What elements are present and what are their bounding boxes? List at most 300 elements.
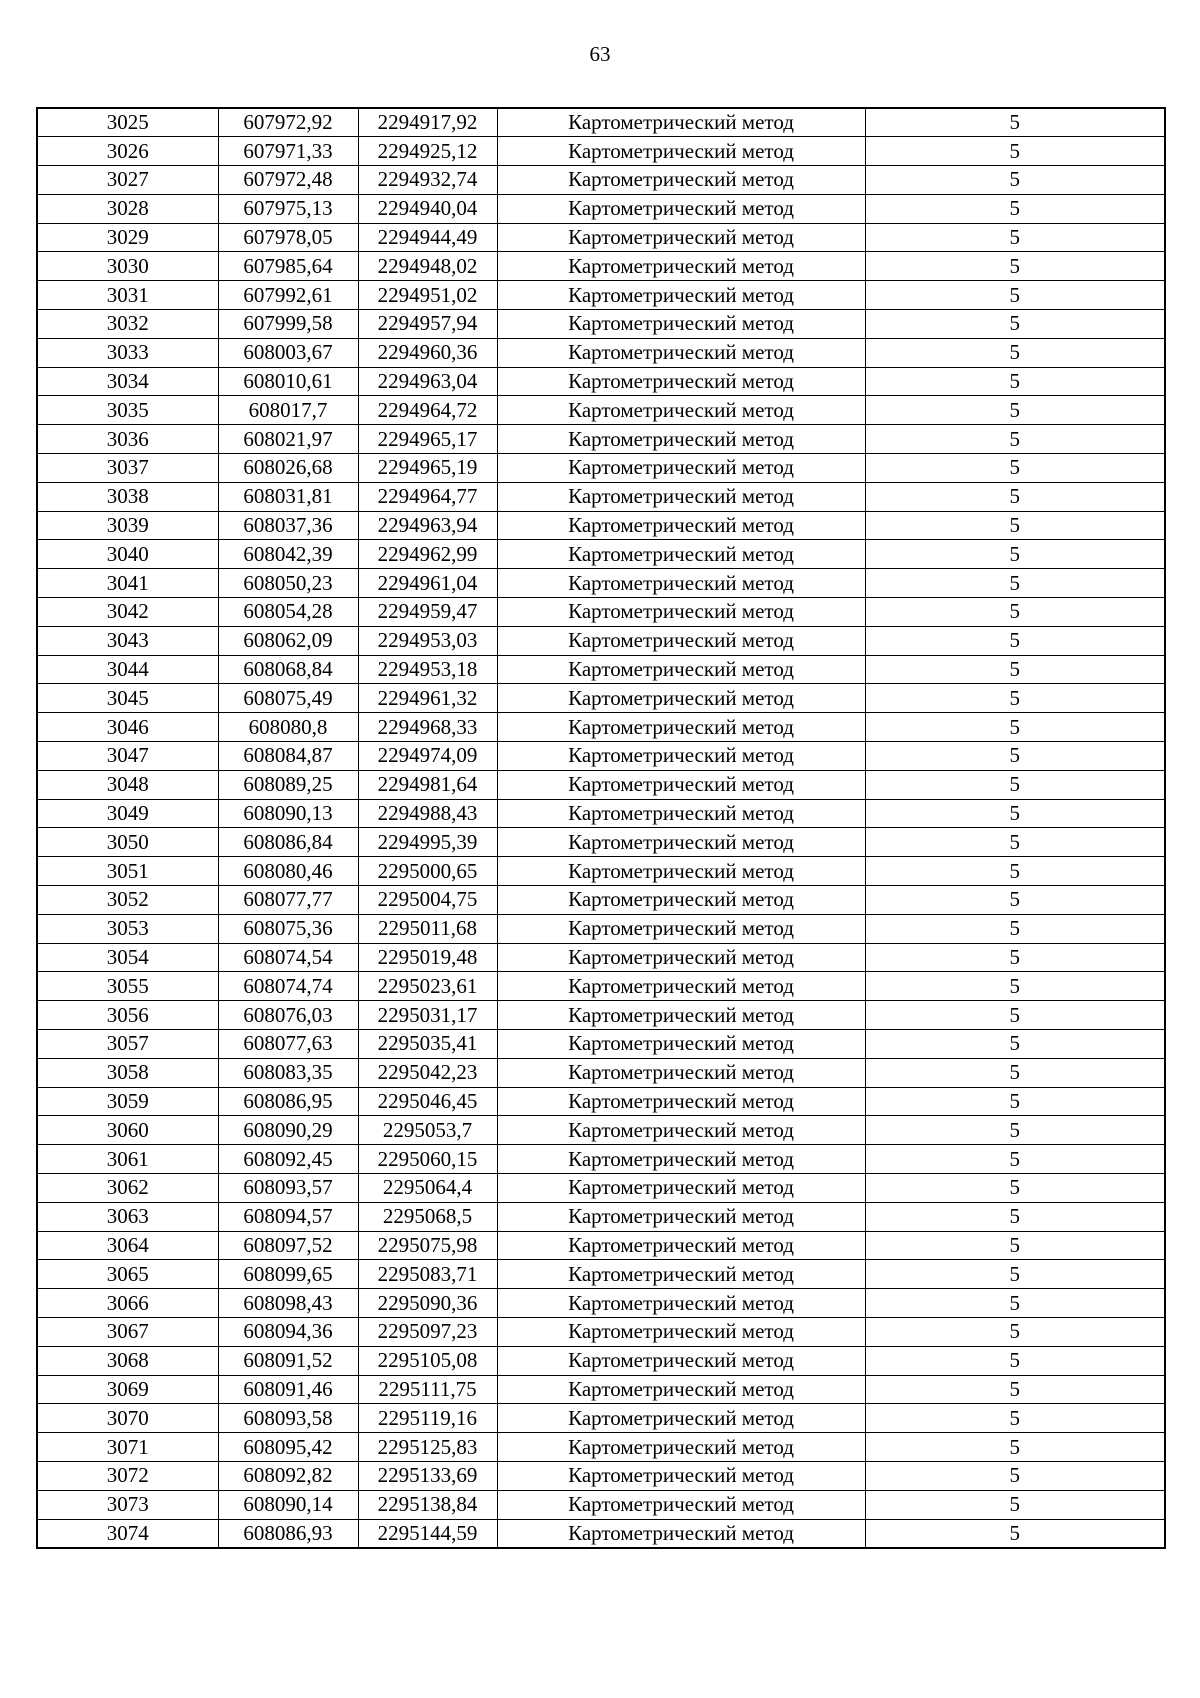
accuracy-cell: 5 xyxy=(865,684,1165,713)
y-coordinate-cell: 2294953,18 xyxy=(358,655,497,684)
method-cell: Картометрический метод xyxy=(497,1202,865,1231)
x-coordinate-cell: 608054,28 xyxy=(218,598,358,627)
x-coordinate-cell: 608017,7 xyxy=(218,396,358,425)
method-cell: Картометрический метод xyxy=(497,1375,865,1404)
accuracy-cell: 5 xyxy=(865,310,1165,339)
method-cell: Картометрический метод xyxy=(497,396,865,425)
table-row xyxy=(37,396,1165,425)
x-coordinate-cell: 608042,39 xyxy=(218,540,358,569)
y-coordinate-cell: 2294974,09 xyxy=(358,742,497,771)
x-coordinate-cell: 608084,87 xyxy=(218,742,358,771)
point-number-cell: 3045 xyxy=(37,684,218,713)
method-cell: Картометрический метод xyxy=(497,338,865,367)
accuracy-cell: 5 xyxy=(865,655,1165,684)
x-coordinate-cell: 607992,61 xyxy=(218,281,358,310)
y-coordinate-cell: 2295053,7 xyxy=(358,1116,497,1145)
x-coordinate-cell: 608031,81 xyxy=(218,482,358,511)
point-number-cell: 3031 xyxy=(37,281,218,310)
x-coordinate-cell: 607972,92 xyxy=(218,108,358,137)
table-row xyxy=(37,770,1165,799)
point-number-cell: 3067 xyxy=(37,1317,218,1346)
method-cell: Картометрический метод xyxy=(497,223,865,252)
x-coordinate-cell: 608080,8 xyxy=(218,713,358,742)
accuracy-cell: 5 xyxy=(865,742,1165,771)
x-coordinate-cell: 608003,67 xyxy=(218,338,358,367)
point-number-cell: 3040 xyxy=(37,540,218,569)
table-row xyxy=(37,1202,1165,1231)
point-number-cell: 3025 xyxy=(37,108,218,137)
method-cell: Картометрический метод xyxy=(497,828,865,857)
x-coordinate-cell: 608097,52 xyxy=(218,1231,358,1260)
table-row xyxy=(37,194,1165,223)
x-coordinate-cell: 608062,09 xyxy=(218,626,358,655)
method-cell: Картометрический метод xyxy=(497,799,865,828)
accuracy-cell: 5 xyxy=(865,223,1165,252)
point-number-cell: 3065 xyxy=(37,1260,218,1289)
x-coordinate-cell: 608091,46 xyxy=(218,1375,358,1404)
method-cell: Картометрический метод xyxy=(497,1030,865,1059)
table-row xyxy=(37,1231,1165,1260)
point-number-cell: 3035 xyxy=(37,396,218,425)
accuracy-cell: 5 xyxy=(865,799,1165,828)
method-cell: Картометрический метод xyxy=(497,684,865,713)
method-cell: Картометрический метод xyxy=(497,540,865,569)
point-number-cell: 3073 xyxy=(37,1490,218,1519)
table-row xyxy=(37,1490,1165,1519)
point-number-cell: 3063 xyxy=(37,1202,218,1231)
y-coordinate-cell: 2294932,74 xyxy=(358,166,497,195)
method-cell: Картометрический метод xyxy=(497,425,865,454)
x-coordinate-cell: 608086,84 xyxy=(218,828,358,857)
y-coordinate-cell: 2295133,69 xyxy=(358,1461,497,1490)
method-cell: Картометрический метод xyxy=(497,1346,865,1375)
accuracy-cell: 5 xyxy=(865,367,1165,396)
point-number-cell: 3038 xyxy=(37,482,218,511)
table-row xyxy=(37,425,1165,454)
x-coordinate-cell: 608075,49 xyxy=(218,684,358,713)
method-cell: Картометрический метод xyxy=(497,1087,865,1116)
point-number-cell: 3056 xyxy=(37,1001,218,1030)
y-coordinate-cell: 2295097,23 xyxy=(358,1317,497,1346)
accuracy-cell: 5 xyxy=(865,511,1165,540)
y-coordinate-cell: 2295019,48 xyxy=(358,943,497,972)
y-coordinate-cell: 2294944,49 xyxy=(358,223,497,252)
table-row xyxy=(37,1001,1165,1030)
accuracy-cell: 5 xyxy=(865,1346,1165,1375)
x-coordinate-cell: 608077,63 xyxy=(218,1030,358,1059)
accuracy-cell: 5 xyxy=(865,1231,1165,1260)
y-coordinate-cell: 2294963,04 xyxy=(358,367,497,396)
table-row xyxy=(37,1260,1165,1289)
point-number-cell: 3036 xyxy=(37,425,218,454)
x-coordinate-cell: 608089,25 xyxy=(218,770,358,799)
point-number-cell: 3054 xyxy=(37,943,218,972)
table-row xyxy=(37,1289,1165,1318)
accuracy-cell: 5 xyxy=(865,914,1165,943)
y-coordinate-cell: 2295000,65 xyxy=(358,857,497,886)
method-cell: Картометрический метод xyxy=(497,1260,865,1289)
accuracy-cell: 5 xyxy=(865,108,1165,137)
x-coordinate-cell: 608080,46 xyxy=(218,857,358,886)
point-number-cell: 3074 xyxy=(37,1519,218,1548)
method-cell: Картометрический метод xyxy=(497,482,865,511)
table-row xyxy=(37,713,1165,742)
table-row xyxy=(37,943,1165,972)
point-number-cell: 3042 xyxy=(37,598,218,627)
method-cell: Картометрический метод xyxy=(497,166,865,195)
x-coordinate-cell: 608075,36 xyxy=(218,914,358,943)
x-coordinate-cell: 608092,82 xyxy=(218,1461,358,1490)
y-coordinate-cell: 2295004,75 xyxy=(358,886,497,915)
point-number-cell: 3044 xyxy=(37,655,218,684)
x-coordinate-cell: 608093,57 xyxy=(218,1173,358,1202)
point-number-cell: 3050 xyxy=(37,828,218,857)
y-coordinate-cell: 2295083,71 xyxy=(358,1260,497,1289)
method-cell: Картометрический метод xyxy=(497,511,865,540)
accuracy-cell: 5 xyxy=(865,1202,1165,1231)
accuracy-cell: 5 xyxy=(865,1317,1165,1346)
x-coordinate-cell: 608086,95 xyxy=(218,1087,358,1116)
method-cell: Картометрический метод xyxy=(497,252,865,281)
point-number-cell: 3028 xyxy=(37,194,218,223)
point-number-cell: 3064 xyxy=(37,1231,218,1260)
point-number-cell: 3030 xyxy=(37,252,218,281)
table-row xyxy=(37,1433,1165,1462)
table-row xyxy=(37,1058,1165,1087)
table-row xyxy=(37,281,1165,310)
point-number-cell: 3049 xyxy=(37,799,218,828)
x-coordinate-cell: 607975,13 xyxy=(218,194,358,223)
accuracy-cell: 5 xyxy=(865,482,1165,511)
x-coordinate-cell: 608074,74 xyxy=(218,972,358,1001)
method-cell: Картометрический метод xyxy=(497,1404,865,1433)
y-coordinate-cell: 2295023,61 xyxy=(358,972,497,1001)
point-number-cell: 3072 xyxy=(37,1461,218,1490)
accuracy-cell: 5 xyxy=(865,1375,1165,1404)
table-row xyxy=(37,338,1165,367)
table-row xyxy=(37,886,1165,915)
accuracy-cell: 5 xyxy=(865,194,1165,223)
point-number-cell: 3033 xyxy=(37,338,218,367)
y-coordinate-cell: 2295090,36 xyxy=(358,1289,497,1318)
table-row xyxy=(37,742,1165,771)
method-cell: Картометрический метод xyxy=(497,367,865,396)
coordinates-table xyxy=(36,107,1166,1549)
x-coordinate-cell: 608083,35 xyxy=(218,1058,358,1087)
y-coordinate-cell: 2294940,04 xyxy=(358,194,497,223)
x-coordinate-cell: 608076,03 xyxy=(218,1001,358,1030)
accuracy-cell: 5 xyxy=(865,1433,1165,1462)
x-coordinate-cell: 608095,42 xyxy=(218,1433,358,1462)
y-coordinate-cell: 2294951,02 xyxy=(358,281,497,310)
point-number-cell: 3039 xyxy=(37,511,218,540)
accuracy-cell: 5 xyxy=(865,1116,1165,1145)
y-coordinate-cell: 2294963,94 xyxy=(358,511,497,540)
method-cell: Картометрический метод xyxy=(497,1058,865,1087)
accuracy-cell: 5 xyxy=(865,1145,1165,1174)
table-row xyxy=(37,540,1165,569)
point-number-cell: 3061 xyxy=(37,1145,218,1174)
method-cell: Картометрический метод xyxy=(497,943,865,972)
page-number: 63 xyxy=(589,42,611,66)
point-number-cell: 3046 xyxy=(37,713,218,742)
y-coordinate-cell: 2294953,03 xyxy=(358,626,497,655)
y-coordinate-cell: 2295060,15 xyxy=(358,1145,497,1174)
method-cell: Картометрический метод xyxy=(497,281,865,310)
method-cell: Картометрический метод xyxy=(497,742,865,771)
accuracy-cell: 5 xyxy=(865,454,1165,483)
accuracy-cell: 5 xyxy=(865,1260,1165,1289)
accuracy-cell: 5 xyxy=(865,713,1165,742)
x-coordinate-cell: 608098,43 xyxy=(218,1289,358,1318)
y-coordinate-cell: 2294995,39 xyxy=(358,828,497,857)
table-row xyxy=(37,137,1165,166)
accuracy-cell: 5 xyxy=(865,1058,1165,1087)
accuracy-cell: 5 xyxy=(865,598,1165,627)
table-row xyxy=(37,1461,1165,1490)
method-cell: Картометрический метод xyxy=(497,1173,865,1202)
point-number-cell: 3055 xyxy=(37,972,218,1001)
y-coordinate-cell: 2294964,72 xyxy=(358,396,497,425)
table-row xyxy=(37,828,1165,857)
table-row xyxy=(37,655,1165,684)
accuracy-cell: 5 xyxy=(865,338,1165,367)
accuracy-cell: 5 xyxy=(865,281,1165,310)
accuracy-cell: 5 xyxy=(865,1001,1165,1030)
y-coordinate-cell: 2295125,83 xyxy=(358,1433,497,1462)
accuracy-cell: 5 xyxy=(865,166,1165,195)
x-coordinate-cell: 607978,05 xyxy=(218,223,358,252)
y-coordinate-cell: 2294988,43 xyxy=(358,799,497,828)
x-coordinate-cell: 608090,14 xyxy=(218,1490,358,1519)
y-coordinate-cell: 2295035,41 xyxy=(358,1030,497,1059)
y-coordinate-cell: 2294917,92 xyxy=(358,108,497,137)
y-coordinate-cell: 2294960,36 xyxy=(358,338,497,367)
table-row xyxy=(37,684,1165,713)
table-row xyxy=(37,1116,1165,1145)
table-row xyxy=(37,1346,1165,1375)
x-coordinate-cell: 608090,29 xyxy=(218,1116,358,1145)
accuracy-cell: 5 xyxy=(865,857,1165,886)
table-row xyxy=(37,598,1165,627)
table-row xyxy=(37,1173,1165,1202)
accuracy-cell: 5 xyxy=(865,1030,1165,1059)
x-coordinate-cell: 608086,93 xyxy=(218,1519,358,1548)
y-coordinate-cell: 2295042,23 xyxy=(358,1058,497,1087)
table-row xyxy=(37,367,1165,396)
method-cell: Картометрический метод xyxy=(497,1433,865,1462)
point-number-cell: 3062 xyxy=(37,1173,218,1202)
x-coordinate-cell: 608099,65 xyxy=(218,1260,358,1289)
point-number-cell: 3058 xyxy=(37,1058,218,1087)
accuracy-cell: 5 xyxy=(865,1461,1165,1490)
x-coordinate-cell: 608094,36 xyxy=(218,1317,358,1346)
x-coordinate-cell: 608094,57 xyxy=(218,1202,358,1231)
table-row xyxy=(37,1375,1165,1404)
point-number-cell: 3070 xyxy=(37,1404,218,1433)
y-coordinate-cell: 2294964,77 xyxy=(358,482,497,511)
point-number-cell: 3041 xyxy=(37,569,218,598)
table-row xyxy=(37,857,1165,886)
y-coordinate-cell: 2295138,84 xyxy=(358,1490,497,1519)
y-coordinate-cell: 2295144,59 xyxy=(358,1519,497,1548)
point-number-cell: 3034 xyxy=(37,367,218,396)
y-coordinate-cell: 2294962,99 xyxy=(358,540,497,569)
accuracy-cell: 5 xyxy=(865,943,1165,972)
point-number-cell: 3060 xyxy=(37,1116,218,1145)
x-coordinate-cell: 608092,45 xyxy=(218,1145,358,1174)
accuracy-cell: 5 xyxy=(865,770,1165,799)
point-number-cell: 3032 xyxy=(37,310,218,339)
method-cell: Картометрический метод xyxy=(497,914,865,943)
point-number-cell: 3043 xyxy=(37,626,218,655)
x-coordinate-cell: 607972,48 xyxy=(218,166,358,195)
point-number-cell: 3068 xyxy=(37,1346,218,1375)
y-coordinate-cell: 2295031,17 xyxy=(358,1001,497,1030)
y-coordinate-cell: 2294965,17 xyxy=(358,425,497,454)
point-number-cell: 3053 xyxy=(37,914,218,943)
method-cell: Картометрический метод xyxy=(497,1317,865,1346)
method-cell: Картометрический метод xyxy=(497,626,865,655)
x-coordinate-cell: 608026,68 xyxy=(218,454,358,483)
method-cell: Картометрический метод xyxy=(497,598,865,627)
point-number-cell: 3026 xyxy=(37,137,218,166)
table-row xyxy=(37,799,1165,828)
accuracy-cell: 5 xyxy=(865,972,1165,1001)
accuracy-cell: 5 xyxy=(865,1173,1165,1202)
method-cell: Картометрический метод xyxy=(497,1116,865,1145)
accuracy-cell: 5 xyxy=(865,1490,1165,1519)
point-number-cell: 3071 xyxy=(37,1433,218,1462)
point-number-cell: 3069 xyxy=(37,1375,218,1404)
y-coordinate-cell: 2294957,94 xyxy=(358,310,497,339)
point-number-cell: 3051 xyxy=(37,857,218,886)
y-coordinate-cell: 2295064,4 xyxy=(358,1173,497,1202)
method-cell: Картометрический метод xyxy=(497,454,865,483)
y-coordinate-cell: 2295119,16 xyxy=(358,1404,497,1433)
x-coordinate-cell: 608037,36 xyxy=(218,511,358,540)
method-cell: Картометрический метод xyxy=(497,1461,865,1490)
table-row xyxy=(37,1317,1165,1346)
x-coordinate-cell: 608091,52 xyxy=(218,1346,358,1375)
table-row xyxy=(37,482,1165,511)
method-cell: Картометрический метод xyxy=(497,1519,865,1548)
accuracy-cell: 5 xyxy=(865,540,1165,569)
table-row xyxy=(37,252,1165,281)
x-coordinate-cell: 608021,97 xyxy=(218,425,358,454)
point-number-cell: 3037 xyxy=(37,454,218,483)
accuracy-cell: 5 xyxy=(865,1087,1165,1116)
y-coordinate-cell: 2294981,64 xyxy=(358,770,497,799)
method-cell: Картометрический метод xyxy=(497,137,865,166)
accuracy-cell: 5 xyxy=(865,626,1165,655)
table-row xyxy=(37,1145,1165,1174)
method-cell: Картометрический метод xyxy=(497,310,865,339)
x-coordinate-cell: 608077,77 xyxy=(218,886,358,915)
method-cell: Картометрический метод xyxy=(497,655,865,684)
coordinates-table-body xyxy=(37,108,1165,1548)
method-cell: Картометрический метод xyxy=(497,886,865,915)
method-cell: Картометрический метод xyxy=(497,194,865,223)
method-cell: Картометрический метод xyxy=(497,1289,865,1318)
method-cell: Картометрический метод xyxy=(497,972,865,1001)
x-coordinate-cell: 608093,58 xyxy=(218,1404,358,1433)
x-coordinate-cell: 608068,84 xyxy=(218,655,358,684)
accuracy-cell: 5 xyxy=(865,569,1165,598)
accuracy-cell: 5 xyxy=(865,828,1165,857)
x-coordinate-cell: 608090,13 xyxy=(218,799,358,828)
point-number-cell: 3052 xyxy=(37,886,218,915)
table-row xyxy=(37,166,1165,195)
y-coordinate-cell: 2294961,32 xyxy=(358,684,497,713)
table-row xyxy=(37,1404,1165,1433)
x-coordinate-cell: 607971,33 xyxy=(218,137,358,166)
y-coordinate-cell: 2294925,12 xyxy=(358,137,497,166)
table-row xyxy=(37,626,1165,655)
table-row xyxy=(37,569,1165,598)
point-number-cell: 3059 xyxy=(37,1087,218,1116)
y-coordinate-cell: 2294959,47 xyxy=(358,598,497,627)
table-row xyxy=(37,914,1165,943)
accuracy-cell: 5 xyxy=(865,1519,1165,1548)
y-coordinate-cell: 2295011,68 xyxy=(358,914,497,943)
y-coordinate-cell: 2295111,75 xyxy=(358,1375,497,1404)
table-row xyxy=(37,223,1165,252)
accuracy-cell: 5 xyxy=(865,425,1165,454)
point-number-cell: 3047 xyxy=(37,742,218,771)
method-cell: Картометрический метод xyxy=(497,1145,865,1174)
y-coordinate-cell: 2294965,19 xyxy=(358,454,497,483)
table-row xyxy=(37,1519,1165,1548)
y-coordinate-cell: 2294968,33 xyxy=(358,713,497,742)
method-cell: Картометрический метод xyxy=(497,1001,865,1030)
y-coordinate-cell: 2295105,08 xyxy=(358,1346,497,1375)
point-number-cell: 3057 xyxy=(37,1030,218,1059)
accuracy-cell: 5 xyxy=(865,396,1165,425)
method-cell: Картометрический метод xyxy=(497,108,865,137)
y-coordinate-cell: 2294948,02 xyxy=(358,252,497,281)
method-cell: Картометрический метод xyxy=(497,569,865,598)
y-coordinate-cell: 2295075,98 xyxy=(358,1231,497,1260)
table-row xyxy=(37,310,1165,339)
y-coordinate-cell: 2294961,04 xyxy=(358,569,497,598)
table-row xyxy=(37,1030,1165,1059)
method-cell: Картометрический метод xyxy=(497,713,865,742)
accuracy-cell: 5 xyxy=(865,1404,1165,1433)
method-cell: Картометрический метод xyxy=(497,1231,865,1260)
method-cell: Картометрический метод xyxy=(497,1490,865,1519)
x-coordinate-cell: 607985,64 xyxy=(218,252,358,281)
table-row xyxy=(37,511,1165,540)
x-coordinate-cell: 608010,61 xyxy=(218,367,358,396)
table-row xyxy=(37,1087,1165,1116)
table-row xyxy=(37,108,1165,137)
accuracy-cell: 5 xyxy=(865,252,1165,281)
x-coordinate-cell: 608050,23 xyxy=(218,569,358,598)
method-cell: Картометрический метод xyxy=(497,770,865,799)
method-cell: Картометрический метод xyxy=(497,857,865,886)
accuracy-cell: 5 xyxy=(865,886,1165,915)
accuracy-cell: 5 xyxy=(865,1289,1165,1318)
y-coordinate-cell: 2295046,45 xyxy=(358,1087,497,1116)
point-number-cell: 3029 xyxy=(37,223,218,252)
point-number-cell: 3066 xyxy=(37,1289,218,1318)
x-coordinate-cell: 607999,58 xyxy=(218,310,358,339)
y-coordinate-cell: 2295068,5 xyxy=(358,1202,497,1231)
table-row xyxy=(37,454,1165,483)
accuracy-cell: 5 xyxy=(865,137,1165,166)
table-row xyxy=(37,972,1165,1001)
